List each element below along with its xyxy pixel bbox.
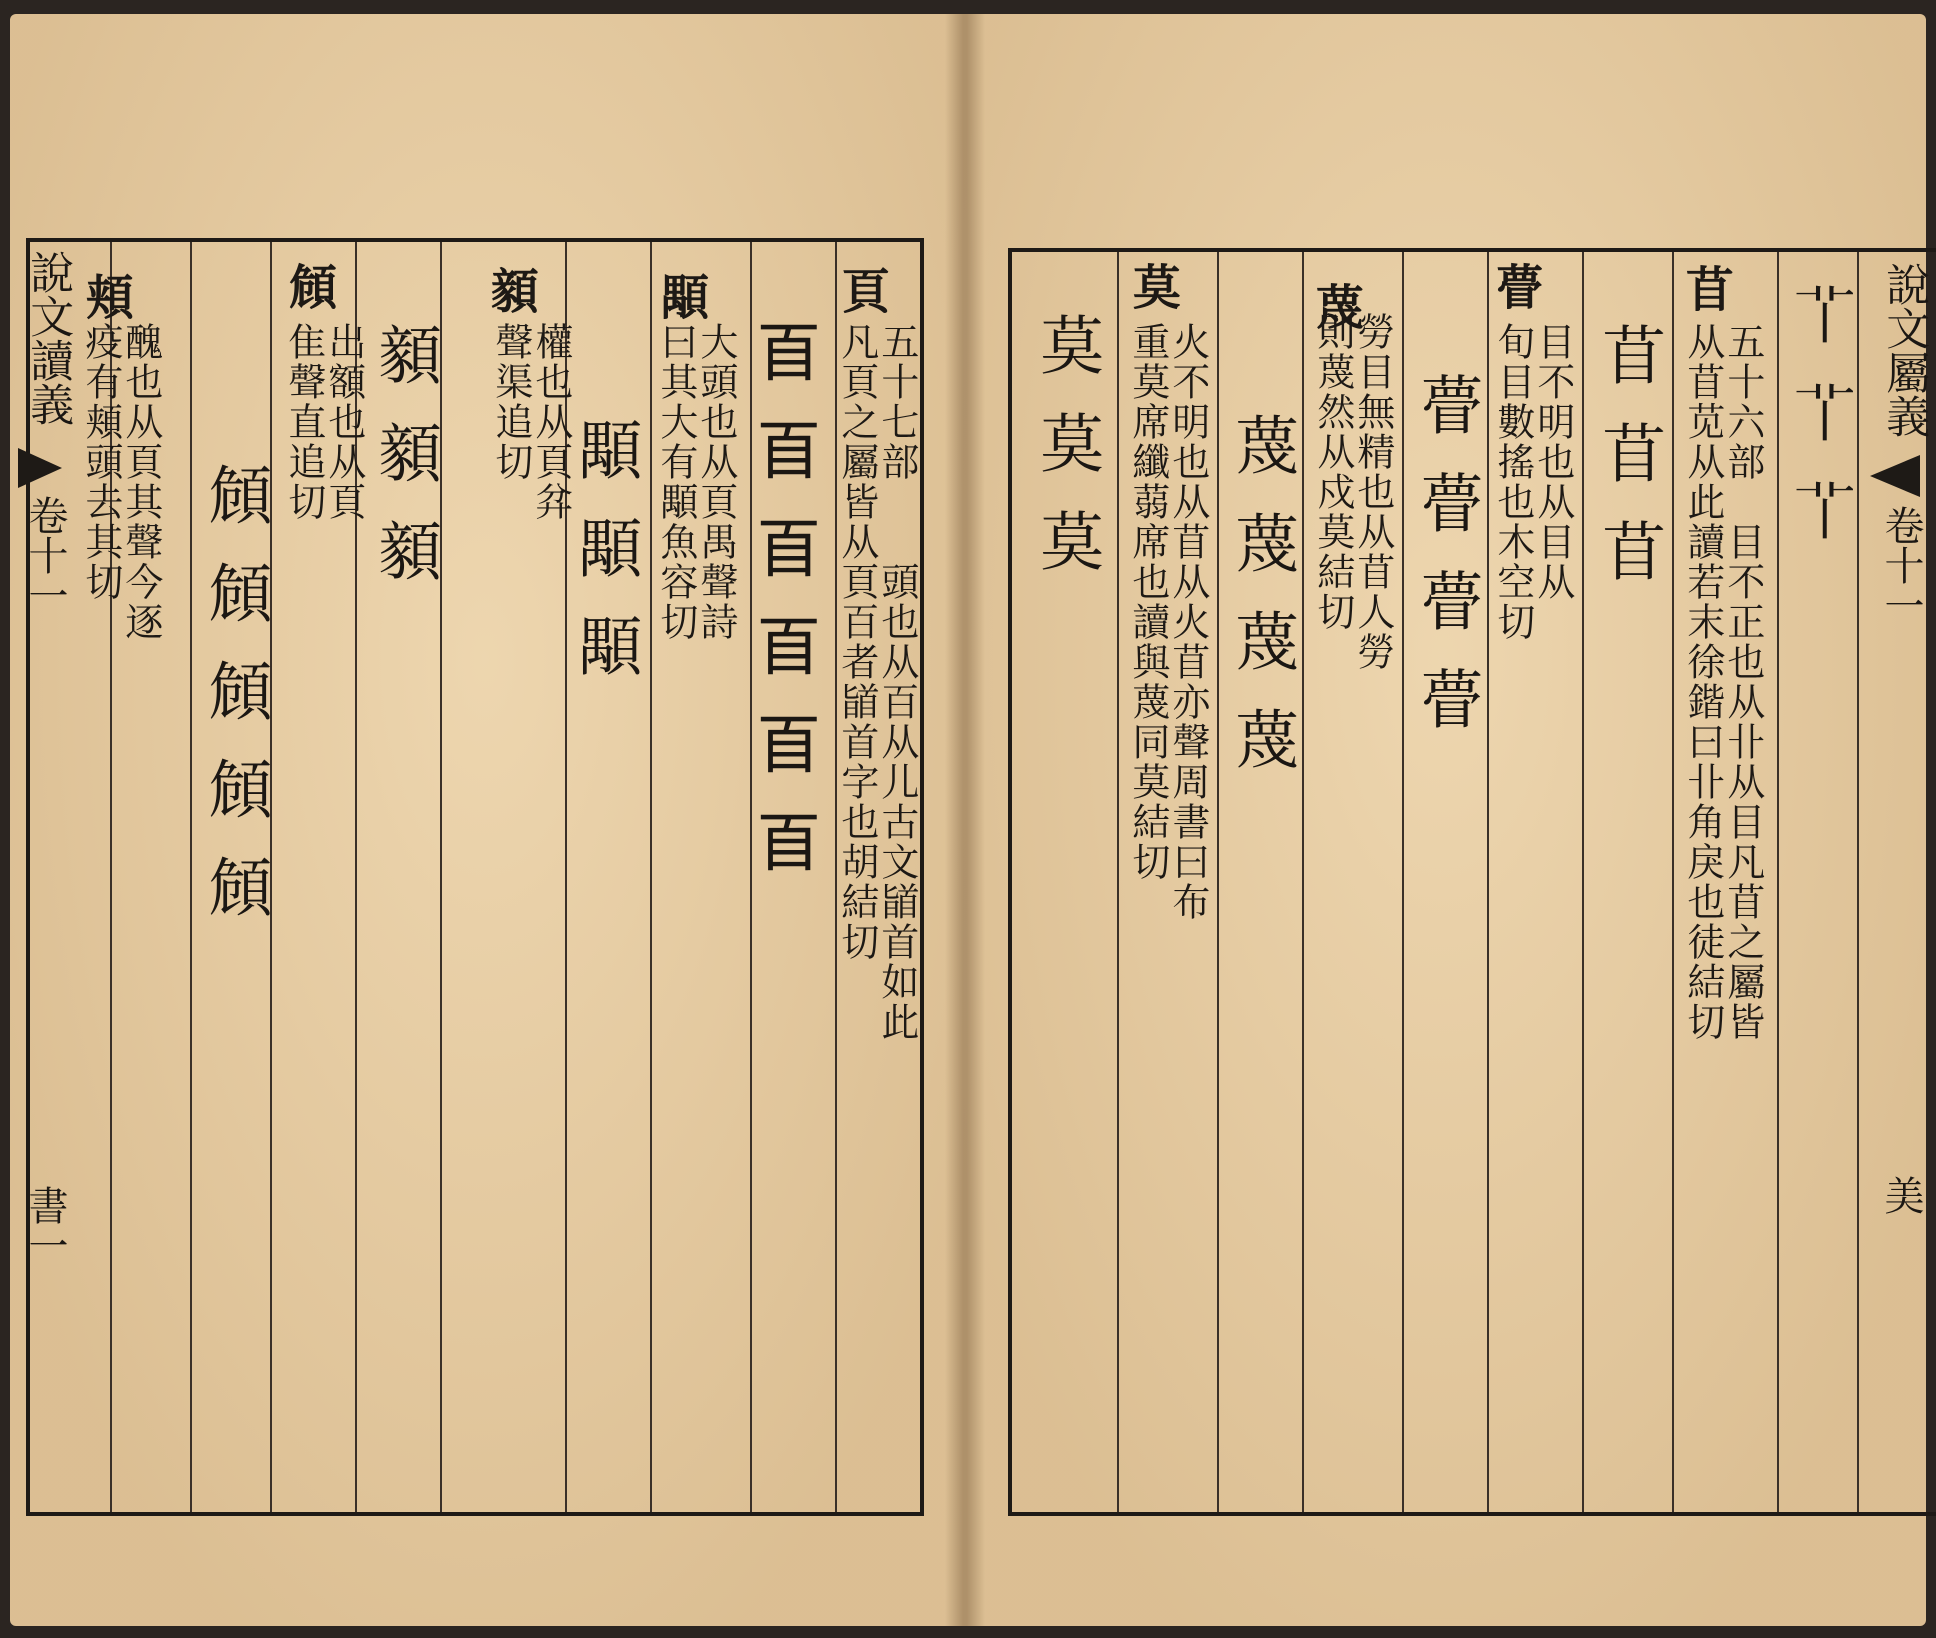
seal-script-glyphs: 顒顒顒 bbox=[567, 417, 642, 711]
entry-line: 則蔑然从戍莫結切 bbox=[1310, 312, 1355, 632]
entry-head: 莫 bbox=[1124, 262, 1181, 310]
entry-head: 顡 bbox=[482, 266, 539, 314]
entry-line: 从苜苋从此讀若末徐鍇曰卝角戾也徒結切 bbox=[1680, 322, 1725, 1042]
right-spine-volume: 卷十一 bbox=[1878, 505, 1924, 625]
entry-line: 出額也从頁 bbox=[321, 322, 366, 522]
entry-line: 重莫席纖蒻席也讀與蔑同莫結切 bbox=[1125, 322, 1170, 882]
entry-line: 疫有頬頭去其切 bbox=[78, 322, 123, 602]
entry-line: 曰其大有顒魚容切 bbox=[653, 322, 698, 642]
entry-head: 顒 bbox=[652, 272, 709, 320]
seal-script-glyphs: 瞢瞢瞢瞢 bbox=[1409, 372, 1484, 764]
right-spine-title: 說文屬義 bbox=[1878, 262, 1930, 438]
entry-line: 五十六部 目不正也从卝从目凡苜之屬皆 bbox=[1720, 322, 1765, 1042]
entry-line: 聲渠追切 bbox=[488, 322, 533, 482]
entry-line: 火不明也从苜从火苜亦聲周書曰布 bbox=[1165, 322, 1210, 922]
entry-line: 醜也从頁其聲今逐 bbox=[118, 322, 163, 642]
entry-head: 頠 bbox=[280, 262, 337, 310]
seal-script-glyphs: 頠頠頠頠頠 bbox=[197, 462, 272, 952]
entry-head: 瞢 bbox=[1487, 262, 1544, 310]
entry-line: 凡頁之屬皆从頁百者䭫首字也胡結切 bbox=[834, 322, 879, 962]
entry-line: 勞目無精也从苜人勞 bbox=[1350, 312, 1395, 672]
seal-script-glyphs: 顡顡顡 bbox=[367, 322, 442, 616]
book-gutter bbox=[945, 14, 985, 1626]
entry-line: 目不明也从目从 bbox=[1530, 322, 1575, 602]
seal-script-glyphs: 𦣻𦣻𦣻𦣻𦣻𦣻 bbox=[749, 322, 824, 910]
entry-line: 大頭也从頁禺聲詩 bbox=[693, 322, 738, 642]
left-spine-title: 說文讀義 bbox=[22, 250, 74, 426]
seal-script-glyphs: 莫莫莫 bbox=[1029, 312, 1104, 606]
entry-line: 權也从頁弅 bbox=[528, 322, 573, 522]
seal-script-glyphs: 苜苜苜 bbox=[1591, 322, 1666, 616]
entry-head: 頬 bbox=[77, 272, 134, 320]
seal-script-glyphs: 蔑蔑蔑蔑 bbox=[1224, 412, 1299, 804]
right-text-frame bbox=[1008, 248, 1936, 1516]
entry-line: 隹聲直追切 bbox=[281, 322, 326, 522]
entry-head: 頁 bbox=[833, 266, 890, 314]
left-text-frame bbox=[22, 238, 924, 1516]
right-spine-folio: 美 bbox=[1878, 1175, 1924, 1215]
seal-script-glyphs: 𦫳𦫳𦫳 bbox=[1784, 282, 1859, 576]
entry-line: 旬目數搖也木空切 bbox=[1490, 322, 1535, 642]
left-spine-volume: 卷十一 bbox=[22, 495, 68, 615]
left-spine-folio: 書一 bbox=[22, 1185, 68, 1265]
entry-line: 五十七部 頭也从百从儿古文䭫首如此 bbox=[874, 322, 919, 1042]
entry-head: 苜 bbox=[1677, 264, 1734, 312]
entry-head: 蔑 bbox=[1307, 282, 1364, 330]
